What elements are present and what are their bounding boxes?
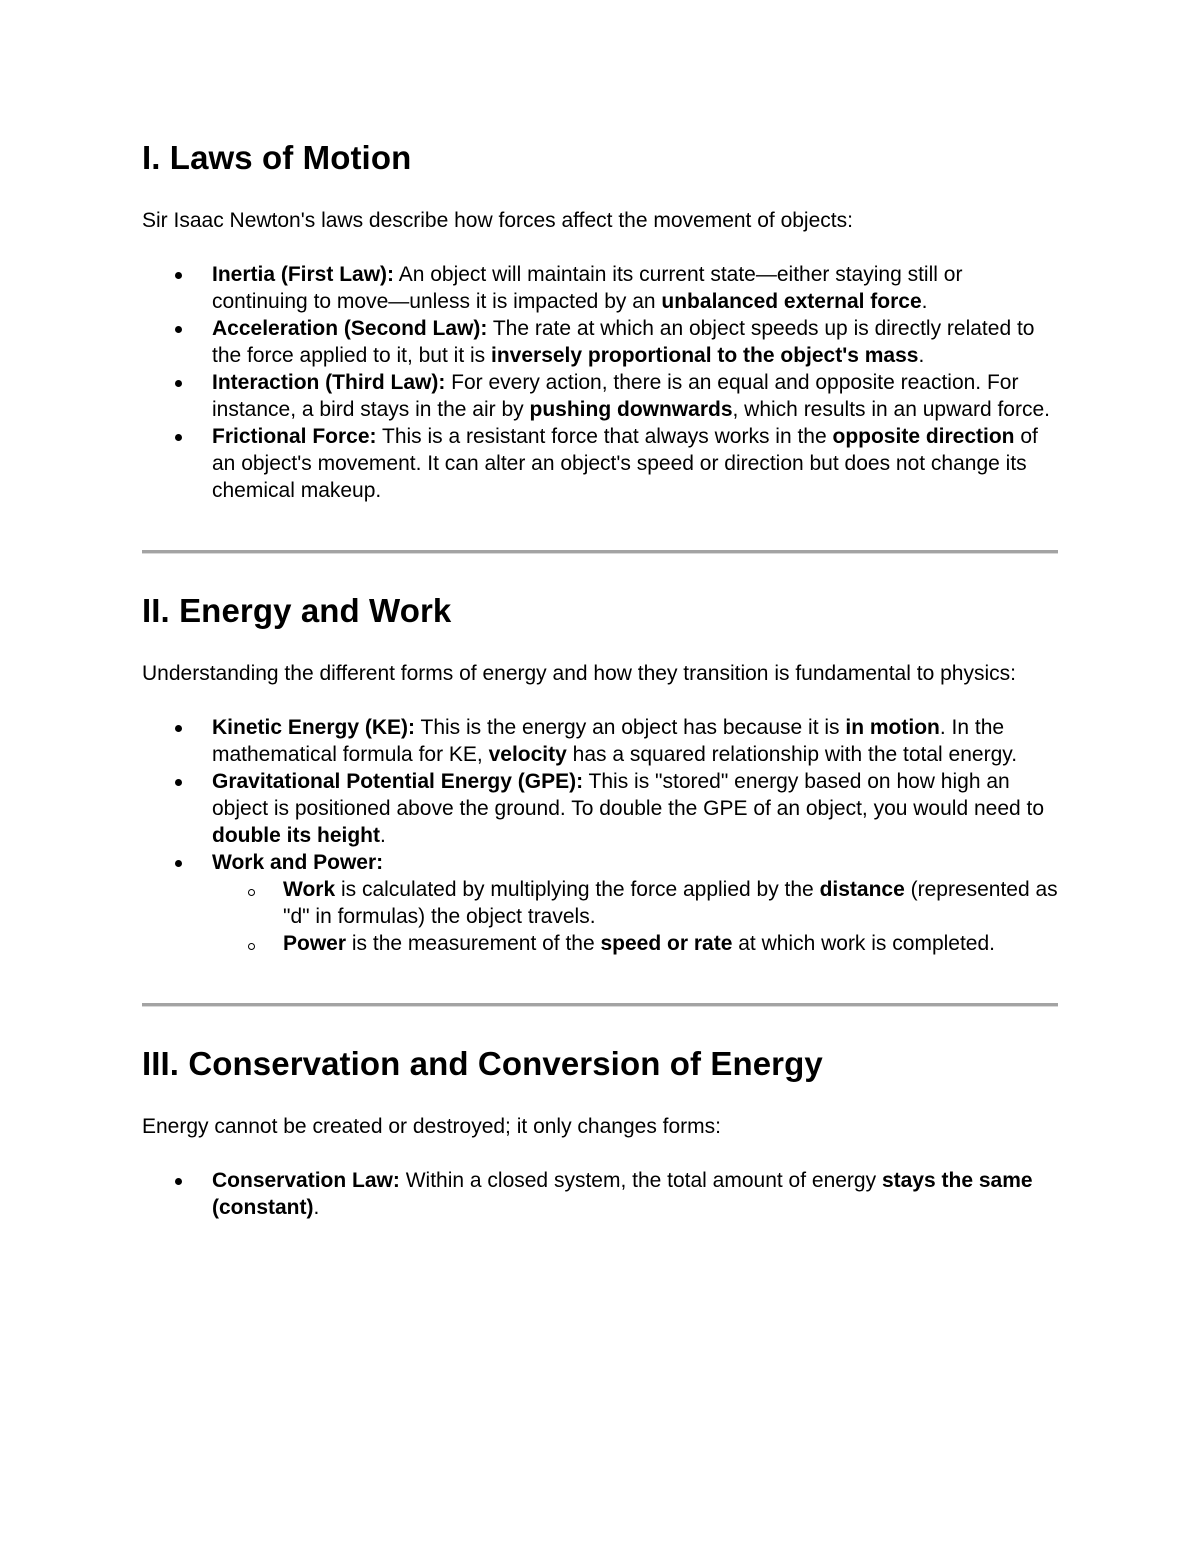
item-text: This is "stored" energy based on how high an object is positioned above the ground. To double the GPE of an object, you would need to (212, 770, 1045, 820)
item-text: For every action, there is an equal and opposite reaction. For instance, a bird stays in the air by (212, 371, 1019, 421)
section-energy-and-work (142, 591, 1062, 957)
item-label: Conservation Law: (212, 1169, 400, 1192)
section-conservation-of-energy (142, 1044, 1062, 1221)
item-label: Acceleration (Second Law): (212, 317, 488, 340)
document-content (142, 138, 1062, 1221)
item-text: . In the mathematical formula for KE, (212, 716, 1005, 766)
item-emphasis: inversely proportional to the object's mass (491, 344, 919, 367)
bullet-list (142, 1167, 1062, 1221)
section-intro: Energy cannot be created or destroyed; it only changes forms: (142, 1115, 721, 1138)
item-emphasis: distance (819, 878, 905, 901)
item-emphasis: speed or rate (600, 932, 733, 955)
item-label: Work and Power: (212, 851, 384, 874)
item-label: Gravitational Potential Energy (GPE): (212, 770, 584, 793)
horizontal-rule (142, 1003, 1058, 1007)
item-text: . (918, 344, 925, 367)
item-label: Interaction (Third Law): (212, 371, 446, 394)
item-emphasis: stays the same (constant) (212, 1169, 1033, 1219)
item-text: Within a closed system, the total amount of energy (399, 1169, 882, 1192)
item-emphasis: Power (283, 932, 347, 955)
list-item (142, 849, 1062, 957)
item-emphasis: double its height (212, 824, 380, 847)
section-intro: Sir Isaac Newton's laws describe how forces affect the movement of objects: (142, 209, 853, 232)
sub-list (212, 876, 1062, 957)
bullet-list (142, 261, 1062, 504)
item-text: (represented as "d" in formulas) the object travels. (283, 878, 1058, 928)
item-text: This is a resistant force that always works in the (376, 425, 833, 448)
item-text: is the measurement of the (346, 932, 601, 955)
item-emphasis: Work (283, 878, 336, 901)
section-heading: III. Conservation and Conversion of Energy (142, 1045, 823, 1082)
item-text: at which work is completed. (732, 932, 995, 955)
bullet-list (142, 714, 1062, 957)
section-heading: I. Laws of Motion (142, 139, 412, 176)
item-text: This is the energy an object has because it is (415, 716, 846, 739)
list-item (142, 369, 1062, 423)
section-intro: Understanding the different forms of energy and how they transition is fundamental to physics: (142, 662, 1016, 685)
item-text: is calculated by multiplying the force applied by the (335, 878, 820, 901)
item-emphasis: unbalanced external force (661, 290, 922, 313)
item-text: . (313, 1196, 320, 1219)
item-emphasis: opposite direction (832, 425, 1015, 448)
sub-list-item (212, 876, 1062, 930)
list-item (142, 768, 1062, 849)
horizontal-rule (142, 550, 1058, 554)
list-item (142, 714, 1062, 768)
list-item (142, 423, 1062, 504)
list-item (142, 1167, 1062, 1221)
item-text: . (921, 290, 928, 313)
sub-list-item (212, 930, 1062, 957)
section-heading: II. Energy and Work (142, 592, 452, 629)
item-emphasis: velocity (488, 743, 567, 766)
section-laws-of-motion (142, 138, 1062, 504)
item-text: has a squared relationship with the total energy. (566, 743, 1018, 766)
item-label: Inertia (First Law): (212, 263, 395, 286)
list-item (142, 261, 1062, 315)
item-text: , which results in an upward force. (732, 398, 1050, 421)
item-text: An object will maintain its current state—either staying still or continuing to move—unless it is impacted by an (212, 263, 963, 313)
list-item (142, 315, 1062, 369)
item-text: of an object's movement. It can alter an object's speed or direction but does not change its chemical makeup. (212, 425, 1038, 502)
item-emphasis: pushing downwards (529, 398, 733, 421)
item-label: Kinetic Energy (KE): (212, 716, 416, 739)
item-text: The rate at which an object speeds up is directly related to the force applied to it, but it is (212, 317, 1035, 367)
item-emphasis: in motion (845, 716, 940, 739)
item-label: Frictional Force: (212, 425, 377, 448)
item-text: . (380, 824, 386, 847)
